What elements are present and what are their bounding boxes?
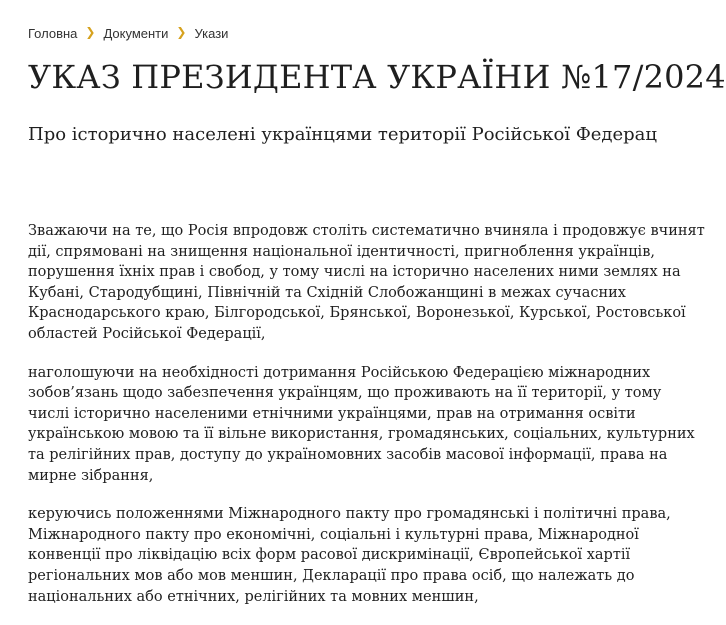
decree-paragraph-1 — [28, 221, 705, 345]
text-line: порушення їхніх прав і свобод, у тому числі на історично населених ними землях на — [28, 264, 681, 281]
text-line: дії, спрямовані на знищення національної ідентичності, пригноблення українців, — [28, 243, 655, 260]
text-line: областей Російської Федерації, — [28, 325, 266, 342]
breadcrumb — [28, 24, 228, 42]
text-line: національних або етнічних, релігійних та мовних меншин, — [28, 588, 479, 605]
text-line: Міжнародного пакту про економічні, соціальні і культурні права, Міжнародної — [28, 526, 639, 543]
text-line: наголошуючи на необхідності дотримання Російською Федерацією міжнародних — [28, 364, 651, 381]
text-line: Зважаючи на те, що Росія впродовж століть систематично вчиняла і продовжує вчинят — [28, 223, 705, 239]
chevron-right-icon: ❯ — [176, 25, 187, 39]
text-line: конвенції про ліквідацію всіх форм расової дискримінації, Європейської хартії — [28, 547, 631, 564]
text-line: зобов’язань щодо забезпечення українцям, що проживають на її території, у тому — [28, 385, 662, 402]
page-title: УКАЗ ПРЕЗИДЕНТА УКРАЇНИ №17/2024 — [28, 58, 726, 96]
text-line: та релігійних прав, доступу до україномовних засобів масової інформації, права на — [28, 446, 668, 463]
text-line: регіональних мов або мов меншин, Декларації про права осіб, що належать до — [28, 567, 635, 584]
decree-paragraph-2 — [28, 363, 695, 487]
text-line: Кубані, Стародубщині, Північній та Східній Слобожанщині в межах сучасних — [28, 284, 626, 301]
breadcrumb-link-documents[interactable]: Документи — [103, 25, 169, 41]
text-line: мирне зібрання, — [28, 467, 154, 484]
page-subtitle: Про історично населені українцями території Російської Федерац — [28, 124, 657, 145]
text-line: українською мовою та її вільне використання, громадянських, соціальних, культурних — [28, 426, 695, 443]
breadcrumb-link-home[interactable]: Головна — [28, 25, 78, 41]
decree-paragraph-3 — [28, 504, 671, 607]
decree-body — [28, 221, 705, 625]
chevron-right-icon: ❯ — [85, 25, 96, 39]
text-line: числі історично населеними етнічними українцями, прав на отримання освіти — [28, 405, 636, 422]
breadcrumb-link-decrees[interactable]: Укази — [194, 25, 229, 41]
text-line: Краснодарського краю, Білгородської, Брянської, Воронезької, Курської, Ростовської — [28, 305, 686, 322]
text-line: керуючись положеннями Міжнародного пакту про громадянські і політичні права, — [28, 506, 671, 523]
